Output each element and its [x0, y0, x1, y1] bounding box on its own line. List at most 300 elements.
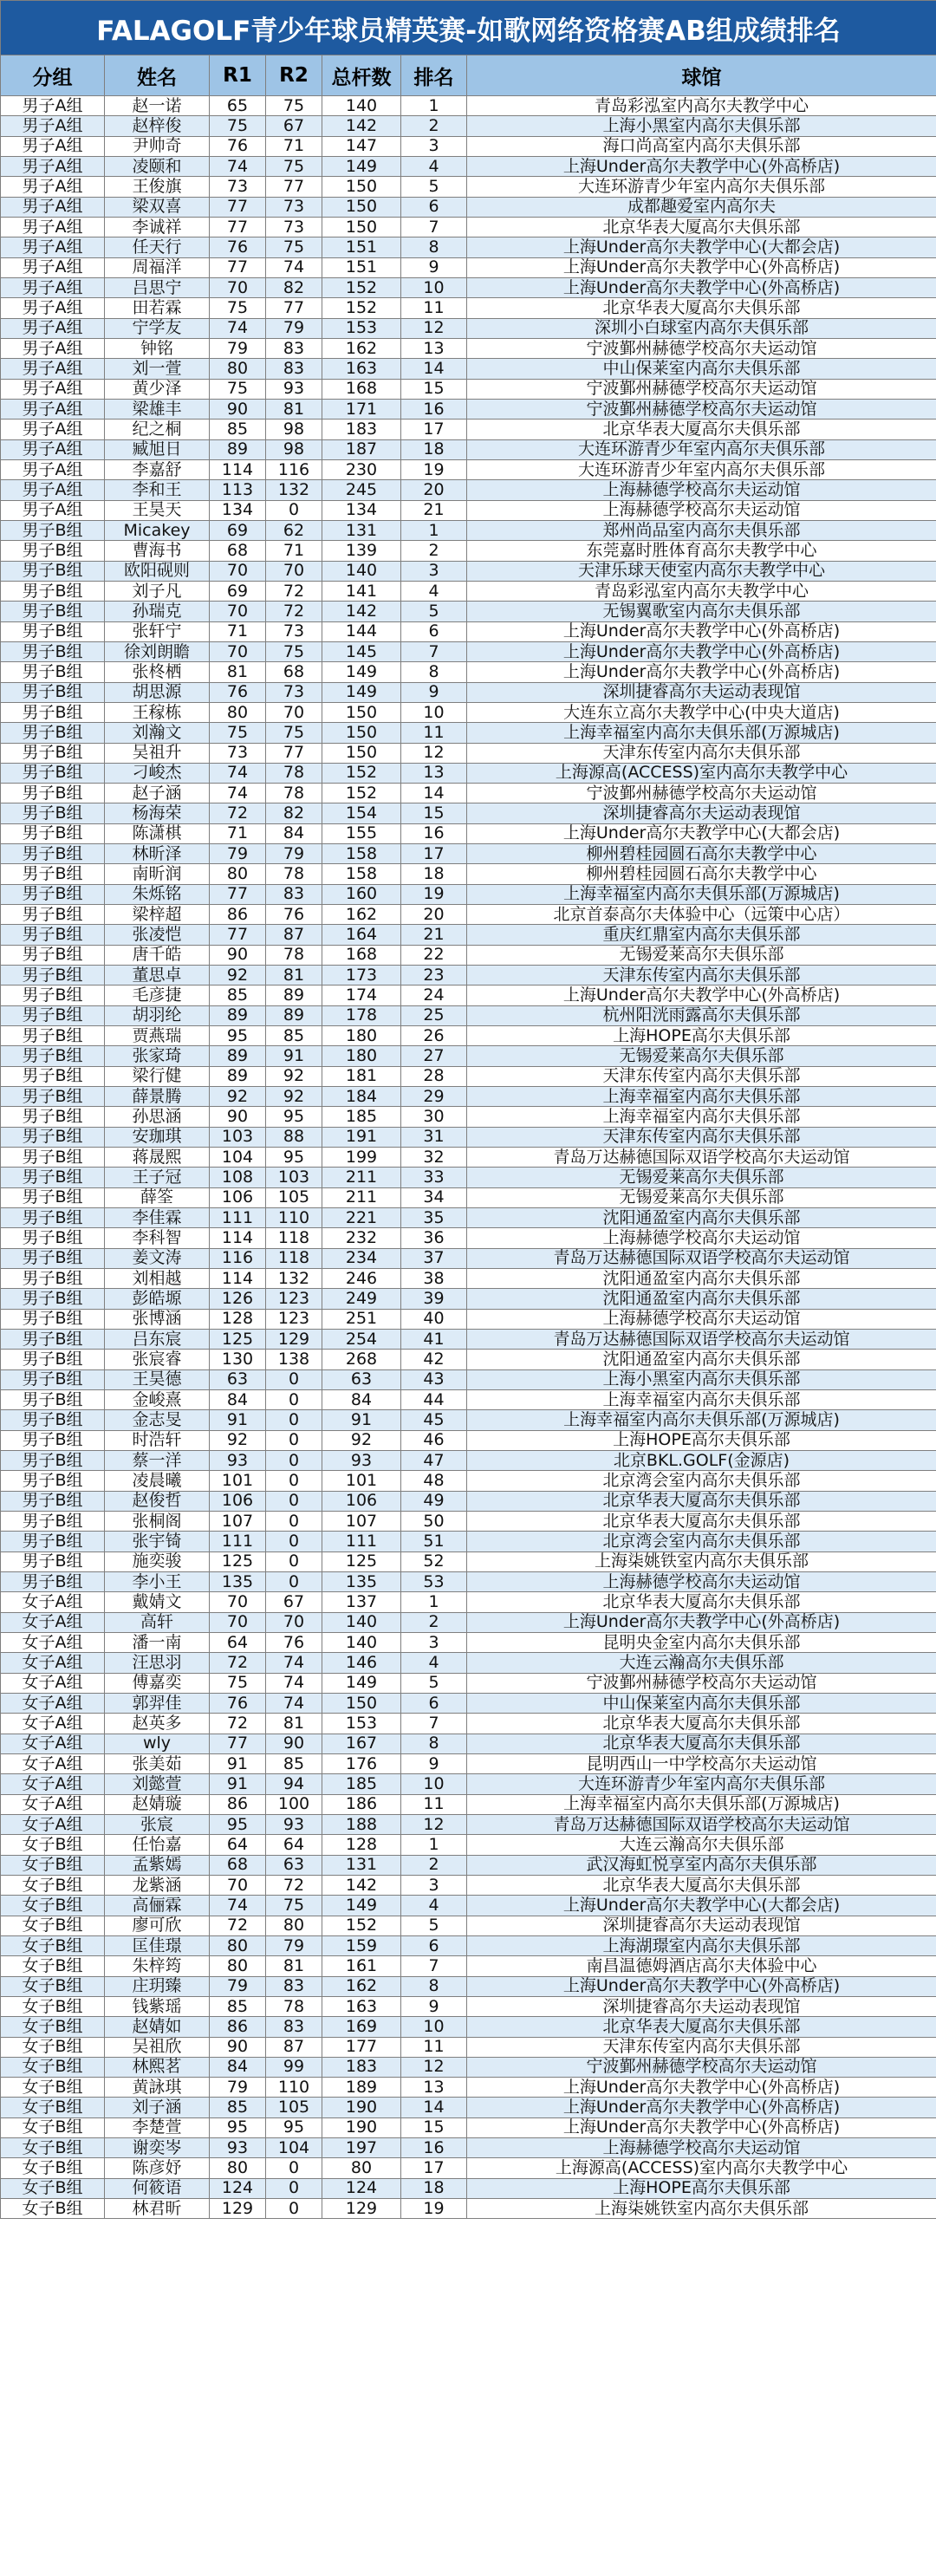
table-row — [1, 1996, 936, 2016]
table-row — [1, 561, 936, 581]
cell-total: 163 — [322, 1996, 401, 2016]
cell-r2: 0 — [266, 500, 322, 520]
cell-rank: 6 — [401, 1935, 467, 1955]
cell-venue: 沈阳通盈室内高尔夫俱乐部 — [467, 1350, 936, 1369]
cell-group: 男子A组 — [1, 237, 105, 257]
cell-name: 李和王 — [105, 480, 210, 500]
cell-group: 男子B组 — [1, 1168, 105, 1187]
cell-venue: 天津乐球天使室内高尔夫教学中心 — [467, 561, 936, 581]
cell-name: 孙瑞克 — [105, 602, 210, 621]
cell-name: 匡佳璟 — [105, 1935, 210, 1955]
cell-name: 胡羽纶 — [105, 1005, 210, 1025]
cell-r1: 77 — [210, 884, 266, 904]
cell-venue: 北京华表大厦高尔夫俱乐部 — [467, 1714, 936, 1734]
cell-group: 男子B组 — [1, 1430, 105, 1450]
cell-name: 张凌恺 — [105, 925, 210, 945]
cell-rank: 38 — [401, 1269, 467, 1289]
cell-venue: 北京华表大厦高尔夫俱乐部 — [467, 217, 936, 237]
cell-rank: 14 — [401, 2098, 467, 2117]
cell-rank: 13 — [401, 338, 467, 358]
cell-total: 234 — [322, 1248, 401, 1268]
table-row — [1, 1471, 936, 1491]
cell-r1: 76 — [210, 682, 266, 702]
cell-total: 142 — [322, 602, 401, 621]
cell-name: 李小王 — [105, 1571, 210, 1591]
cell-total: 158 — [322, 864, 401, 884]
cell-venue: 大连环游青少年室内高尔夫俱乐部 — [467, 439, 936, 459]
cell-group: 女子B组 — [1, 1835, 105, 1855]
cell-group: 男子B组 — [1, 925, 105, 945]
cell-r2: 0 — [266, 1450, 322, 1470]
cell-total: 155 — [322, 823, 401, 843]
cell-venue: 上海赫德学校高尔夫运动馆 — [467, 500, 936, 520]
cell-total: 146 — [322, 1653, 401, 1673]
cell-name: 黄少泽 — [105, 379, 210, 399]
cell-r2: 110 — [266, 2078, 322, 2098]
cell-total: 63 — [322, 1369, 401, 1389]
col-header-name: 姓名 — [105, 55, 210, 96]
cell-name: 凌晨曦 — [105, 1471, 210, 1491]
cell-group: 男子B组 — [1, 966, 105, 986]
cell-total: 268 — [322, 1350, 401, 1369]
cell-group: 男子B组 — [1, 945, 105, 965]
cell-group: 男子B组 — [1, 1269, 105, 1289]
table-row — [1, 1228, 936, 1248]
cell-name: 钱紫瑶 — [105, 1996, 210, 2016]
table-row — [1, 1794, 936, 1814]
cell-r1: 75 — [210, 298, 266, 318]
cell-rank: 13 — [401, 2078, 467, 2098]
cell-name: 时浩轩 — [105, 1430, 210, 1450]
cell-total: 254 — [322, 1330, 401, 1350]
cell-name: 薛筌 — [105, 1187, 210, 1207]
cell-venue: 上海赫德学校高尔夫运动馆 — [467, 1228, 936, 1248]
cell-r1: 72 — [210, 1714, 266, 1734]
cell-rank: 8 — [401, 1734, 467, 1753]
table-row — [1, 1330, 936, 1350]
cell-venue: 海口尚高室内高尔夫俱乐部 — [467, 136, 936, 156]
cell-group: 男子B组 — [1, 1309, 105, 1329]
cell-r1: 111 — [210, 1208, 266, 1228]
cell-group: 男子A组 — [1, 156, 105, 176]
cell-r1: 93 — [210, 2138, 266, 2158]
table-row — [1, 177, 936, 197]
cell-venue: 上海幸福室内高尔夫俱乐部(万源城店) — [467, 1410, 936, 1430]
cell-group: 男子B组 — [1, 1410, 105, 1430]
cell-rank: 11 — [401, 1794, 467, 1814]
cell-r2: 94 — [266, 1774, 322, 1794]
cell-r1: 77 — [210, 257, 266, 277]
cell-r1: 106 — [210, 1187, 266, 1207]
cell-r1: 69 — [210, 520, 266, 540]
cell-group: 男子B组 — [1, 1532, 105, 1551]
cell-total: 149 — [322, 1673, 401, 1693]
cell-r2: 74 — [266, 1653, 322, 1673]
table-row — [1, 257, 936, 277]
cell-r1: 76 — [210, 136, 266, 156]
cell-name: 刘子凡 — [105, 581, 210, 601]
cell-venue: 郑州尚品室内高尔夫俱乐部 — [467, 520, 936, 540]
cell-rank: 44 — [401, 1390, 467, 1410]
cell-name: 梁双喜 — [105, 197, 210, 217]
cell-r2: 93 — [266, 1814, 322, 1834]
cell-r2: 83 — [266, 1976, 322, 1996]
cell-total: 183 — [322, 2057, 401, 2077]
cell-rank: 18 — [401, 439, 467, 459]
cell-venue: 深圳小白球室内高尔夫俱乐部 — [467, 318, 936, 338]
cell-r1: 63 — [210, 1369, 266, 1389]
cell-name: 张宸睿 — [105, 1350, 210, 1369]
cell-rank: 4 — [401, 1896, 467, 1916]
cell-name: 赵一诺 — [105, 96, 210, 116]
cell-group: 男子B组 — [1, 1511, 105, 1531]
cell-rank: 25 — [401, 1005, 467, 1025]
cell-name: 朱烁铭 — [105, 884, 210, 904]
cell-group: 男子A组 — [1, 500, 105, 520]
cell-total: 137 — [322, 1592, 401, 1612]
cell-total: 185 — [322, 1774, 401, 1794]
cell-name: 张家琦 — [105, 1046, 210, 1066]
cell-group: 男子B组 — [1, 621, 105, 641]
cell-r1: 93 — [210, 1450, 266, 1470]
cell-rank: 8 — [401, 1976, 467, 1996]
cell-rank: 12 — [401, 743, 467, 763]
cell-r2: 71 — [266, 541, 322, 561]
cell-r1: 91 — [210, 1753, 266, 1773]
cell-rank: 12 — [401, 1814, 467, 1834]
cell-rank: 19 — [401, 2199, 467, 2219]
cell-r1: 64 — [210, 1632, 266, 1652]
cell-total: 186 — [322, 1794, 401, 1814]
cell-venue: 上海Under高尔夫教学中心(外高桥店) — [467, 156, 936, 176]
cell-rank: 40 — [401, 1309, 467, 1329]
cell-name: 周福洋 — [105, 257, 210, 277]
cell-r2: 72 — [266, 1875, 322, 1895]
table-row — [1, 763, 936, 783]
cell-name: 林君昕 — [105, 2199, 210, 2219]
cell-venue: 北京华表大厦高尔夫俱乐部 — [467, 1491, 936, 1511]
cell-group: 女子A组 — [1, 1814, 105, 1834]
cell-r1: 74 — [210, 1896, 266, 1916]
cell-venue: 上海幸福室内高尔夫俱乐部 — [467, 1390, 936, 1410]
cell-name: 安珈琪 — [105, 1127, 210, 1147]
cell-group: 男子B组 — [1, 823, 105, 843]
table-row — [1, 379, 936, 399]
cell-rank: 24 — [401, 986, 467, 1005]
cell-total: 158 — [322, 844, 401, 864]
cell-group: 女子B组 — [1, 2078, 105, 2098]
cell-venue: 昆明央金室内高尔夫俱乐部 — [467, 1632, 936, 1652]
cell-rank: 30 — [401, 1107, 467, 1127]
cell-group: 男子B组 — [1, 541, 105, 561]
cell-group: 男子A组 — [1, 459, 105, 479]
cell-group: 女子B组 — [1, 2178, 105, 2198]
cell-r1: 95 — [210, 2117, 266, 2137]
cell-venue: 大连云瀚高尔夫俱乐部 — [467, 1653, 936, 1673]
cell-name: 汪思羽 — [105, 1653, 210, 1673]
cell-rank: 22 — [401, 945, 467, 965]
table-row — [1, 459, 936, 479]
cell-name: 戴婧文 — [105, 1592, 210, 1612]
cell-name: 陈潇棋 — [105, 823, 210, 843]
cell-group: 女子B组 — [1, 1916, 105, 1935]
cell-name: 吕东宸 — [105, 1330, 210, 1350]
cell-venue: 宁波鄞州赫德学校高尔夫运动馆 — [467, 2057, 936, 2077]
cell-venue: 无锡爱莱高尔夫俱乐部 — [467, 1187, 936, 1207]
cell-total: 153 — [322, 1714, 401, 1734]
cell-venue: 重庆红鼎室内高尔夫俱乐部 — [467, 925, 936, 945]
cell-total: 149 — [322, 662, 401, 682]
cell-total: 163 — [322, 359, 401, 379]
table-row — [1, 1875, 936, 1895]
table-row — [1, 1551, 936, 1571]
cell-venue: 深圳捷睿高尔夫运动表现馆 — [467, 1916, 936, 1935]
cell-group: 男子B组 — [1, 1369, 105, 1389]
cell-rank: 5 — [401, 602, 467, 621]
cell-r2: 75 — [266, 156, 322, 176]
cell-r2: 78 — [266, 763, 322, 783]
cell-total: 211 — [322, 1187, 401, 1207]
cell-venue: 无锡爱莱高尔夫俱乐部 — [467, 945, 936, 965]
cell-venue: 柳州碧桂园圆石高尔夫教学中心 — [467, 864, 936, 884]
cell-rank: 2 — [401, 541, 467, 561]
cell-venue: 沈阳通盈室内高尔夫俱乐部 — [467, 1269, 936, 1289]
cell-r1: 72 — [210, 1916, 266, 1935]
cell-r1: 84 — [210, 2057, 266, 2077]
cell-venue: 天津东传室内高尔夫俱乐部 — [467, 1066, 936, 1086]
cell-r1: 79 — [210, 1976, 266, 1996]
cell-r1: 77 — [210, 197, 266, 217]
cell-r2: 0 — [266, 1410, 322, 1430]
cell-total: 249 — [322, 1289, 401, 1309]
cell-r2: 85 — [266, 1026, 322, 1046]
cell-r1: 90 — [210, 2037, 266, 2057]
cell-name: 金志旻 — [105, 1410, 210, 1430]
cell-total: 150 — [322, 723, 401, 743]
cell-group: 男子B组 — [1, 1187, 105, 1207]
cell-group: 女子B组 — [1, 1956, 105, 1976]
cell-name: 孟紫嫣 — [105, 1855, 210, 1875]
cell-r2: 87 — [266, 925, 322, 945]
cell-r1: 75 — [210, 116, 266, 136]
cell-total: 162 — [322, 338, 401, 358]
cell-rank: 12 — [401, 318, 467, 338]
cell-group: 男子A组 — [1, 96, 105, 116]
cell-total: 187 — [322, 439, 401, 459]
cell-r1: 125 — [210, 1330, 266, 1350]
cell-group: 男子A组 — [1, 136, 105, 156]
cell-group: 女子B组 — [1, 1996, 105, 2016]
cell-total: 232 — [322, 1228, 401, 1248]
cell-name: 庄玥臻 — [105, 1976, 210, 1996]
cell-rank: 17 — [401, 2158, 467, 2178]
cell-r2: 82 — [266, 803, 322, 823]
cell-name: 刘懿萱 — [105, 1774, 210, 1794]
cell-total: 135 — [322, 1571, 401, 1591]
cell-venue: 宁波鄞州赫德学校高尔夫运动馆 — [467, 399, 936, 419]
cell-venue: 上海Under高尔夫教学中心(外高桥店) — [467, 277, 936, 297]
header-row — [1, 55, 936, 96]
cell-name: 刘相越 — [105, 1269, 210, 1289]
cell-r2: 82 — [266, 277, 322, 297]
cell-group: 男子A组 — [1, 116, 105, 136]
cell-rank: 3 — [401, 1875, 467, 1895]
cell-total: 173 — [322, 966, 401, 986]
cell-r1: 130 — [210, 1350, 266, 1369]
cell-r1: 129 — [210, 2199, 266, 2219]
table-row — [1, 1753, 936, 1773]
cell-total: 140 — [322, 96, 401, 116]
cell-r2: 95 — [266, 1148, 322, 1168]
cell-rank: 11 — [401, 298, 467, 318]
cell-name: 宁学友 — [105, 318, 210, 338]
cell-name: 田若霖 — [105, 298, 210, 318]
table-row — [1, 945, 936, 965]
cell-venue: 无锡翼歌室内高尔夫俱乐部 — [467, 602, 936, 621]
cell-r1: 64 — [210, 1835, 266, 1855]
cell-total: 176 — [322, 1753, 401, 1773]
cell-group: 女子B组 — [1, 2158, 105, 2178]
cell-rank: 26 — [401, 1026, 467, 1046]
cell-total: 153 — [322, 318, 401, 338]
cell-venue: 上海Under高尔夫教学中心(外高桥店) — [467, 1612, 936, 1632]
cell-rank: 9 — [401, 1996, 467, 2016]
cell-r2: 0 — [266, 2158, 322, 2178]
table-row — [1, 1693, 936, 1713]
cell-total: 189 — [322, 2078, 401, 2098]
cell-name: 张宸 — [105, 1814, 210, 1834]
cell-rank: 19 — [401, 884, 467, 904]
cell-total: 221 — [322, 1208, 401, 1228]
cell-r2: 81 — [266, 966, 322, 986]
cell-total: 174 — [322, 986, 401, 1005]
table-row — [1, 338, 936, 358]
cell-venue: 天津东传室内高尔夫俱乐部 — [467, 743, 936, 763]
cell-r1: 80 — [210, 702, 266, 722]
cell-group: 男子B组 — [1, 1107, 105, 1127]
cell-group: 女子B组 — [1, 1935, 105, 1955]
cell-total: 152 — [322, 298, 401, 318]
cell-r2: 0 — [266, 1369, 322, 1389]
table-row — [1, 2117, 936, 2137]
cell-group: 男子B组 — [1, 1148, 105, 1168]
cell-rank: 10 — [401, 2017, 467, 2037]
cell-group: 男子B组 — [1, 905, 105, 925]
cell-venue: 深圳捷睿高尔夫运动表现馆 — [467, 803, 936, 823]
cell-r1: 72 — [210, 803, 266, 823]
cell-r1: 89 — [210, 1046, 266, 1066]
table-row — [1, 520, 936, 540]
cell-r1: 90 — [210, 1107, 266, 1127]
cell-r1: 114 — [210, 1269, 266, 1289]
cell-total: 150 — [322, 197, 401, 217]
cell-rank: 4 — [401, 156, 467, 176]
cell-name: 王昊德 — [105, 1369, 210, 1389]
cell-total: 150 — [322, 177, 401, 197]
table-row — [1, 1107, 936, 1127]
cell-group: 男子A组 — [1, 379, 105, 399]
cell-r1: 70 — [210, 277, 266, 297]
cell-rank: 16 — [401, 2138, 467, 2158]
cell-r1: 79 — [210, 2078, 266, 2098]
cell-venue: 上海幸福室内高尔夫俱乐部 — [467, 1087, 936, 1107]
cell-group: 男子A组 — [1, 298, 105, 318]
cell-r1: 89 — [210, 1005, 266, 1025]
table-row — [1, 2017, 936, 2037]
cell-total: 140 — [322, 1612, 401, 1632]
cell-total: 181 — [322, 1066, 401, 1086]
cell-r1: 111 — [210, 1532, 266, 1551]
cell-rank: 4 — [401, 581, 467, 601]
cell-group: 女子B组 — [1, 2057, 105, 2077]
cell-rank: 10 — [401, 702, 467, 722]
cell-rank: 29 — [401, 1087, 467, 1107]
cell-venue: 上海Under高尔夫教学中心(外高桥店) — [467, 2098, 936, 2117]
cell-r1: 70 — [210, 602, 266, 621]
cell-rank: 48 — [401, 1471, 467, 1491]
cell-name: 吕思宁 — [105, 277, 210, 297]
cell-name: 徐刘朗瞻 — [105, 641, 210, 661]
table-row — [1, 1148, 936, 1168]
table-row — [1, 1087, 936, 1107]
cell-r1: 85 — [210, 1996, 266, 2016]
table-row — [1, 2078, 936, 2098]
cell-r1: 81 — [210, 662, 266, 682]
cell-rank: 5 — [401, 1673, 467, 1693]
cell-r2: 63 — [266, 1855, 322, 1875]
cell-venue: 青岛万达赫德国际双语学校高尔夫运动馆 — [467, 1814, 936, 1834]
cell-r2: 77 — [266, 743, 322, 763]
table-row — [1, 581, 936, 601]
cell-r2: 129 — [266, 1330, 322, 1350]
cell-r2: 77 — [266, 298, 322, 318]
cell-r2: 85 — [266, 1753, 322, 1773]
cell-venue: 深圳捷睿高尔夫运动表现馆 — [467, 1996, 936, 2016]
cell-group: 女子A组 — [1, 1632, 105, 1652]
cell-rank: 1 — [401, 1592, 467, 1612]
cell-group: 女子B组 — [1, 2138, 105, 2158]
cell-group: 女子A组 — [1, 1753, 105, 1773]
cell-r1: 80 — [210, 359, 266, 379]
cell-venue: 青岛彩泓室内高尔夫教学中心 — [467, 96, 936, 116]
cell-r2: 0 — [266, 1390, 322, 1410]
title-row — [1, 1, 936, 55]
cell-total: 191 — [322, 1127, 401, 1147]
cell-rank: 27 — [401, 1046, 467, 1066]
cell-total: 147 — [322, 136, 401, 156]
cell-r2: 0 — [266, 1491, 322, 1511]
cell-group: 男子A组 — [1, 197, 105, 217]
cell-rank: 17 — [401, 844, 467, 864]
cell-name: 梁梓超 — [105, 905, 210, 925]
table-row — [1, 823, 936, 843]
cell-venue: 大连环游青少年室内高尔夫俱乐部 — [467, 1774, 936, 1794]
cell-total: 162 — [322, 905, 401, 925]
cell-total: 190 — [322, 2098, 401, 2117]
cell-group: 女子B组 — [1, 1875, 105, 1895]
cell-venue: 上海Under高尔夫教学中心(外高桥店) — [467, 2117, 936, 2137]
cell-r2: 81 — [266, 1956, 322, 1976]
cell-venue: 上海源高(ACCESS)室内高尔夫教学中心 — [467, 2158, 936, 2178]
cell-venue: 沈阳通盈室内高尔夫俱乐部 — [467, 1289, 936, 1309]
cell-group: 男子A组 — [1, 399, 105, 419]
cell-group: 男子B组 — [1, 864, 105, 884]
cell-total: 152 — [322, 277, 401, 297]
cell-venue: 宁波鄞州赫德学校高尔夫运动馆 — [467, 1673, 936, 1693]
cell-r1: 86 — [210, 1794, 266, 1814]
cell-venue: 北京华表大厦高尔夫俱乐部 — [467, 2017, 936, 2037]
cell-venue: 上海Under高尔夫教学中心(大都会店) — [467, 237, 936, 257]
